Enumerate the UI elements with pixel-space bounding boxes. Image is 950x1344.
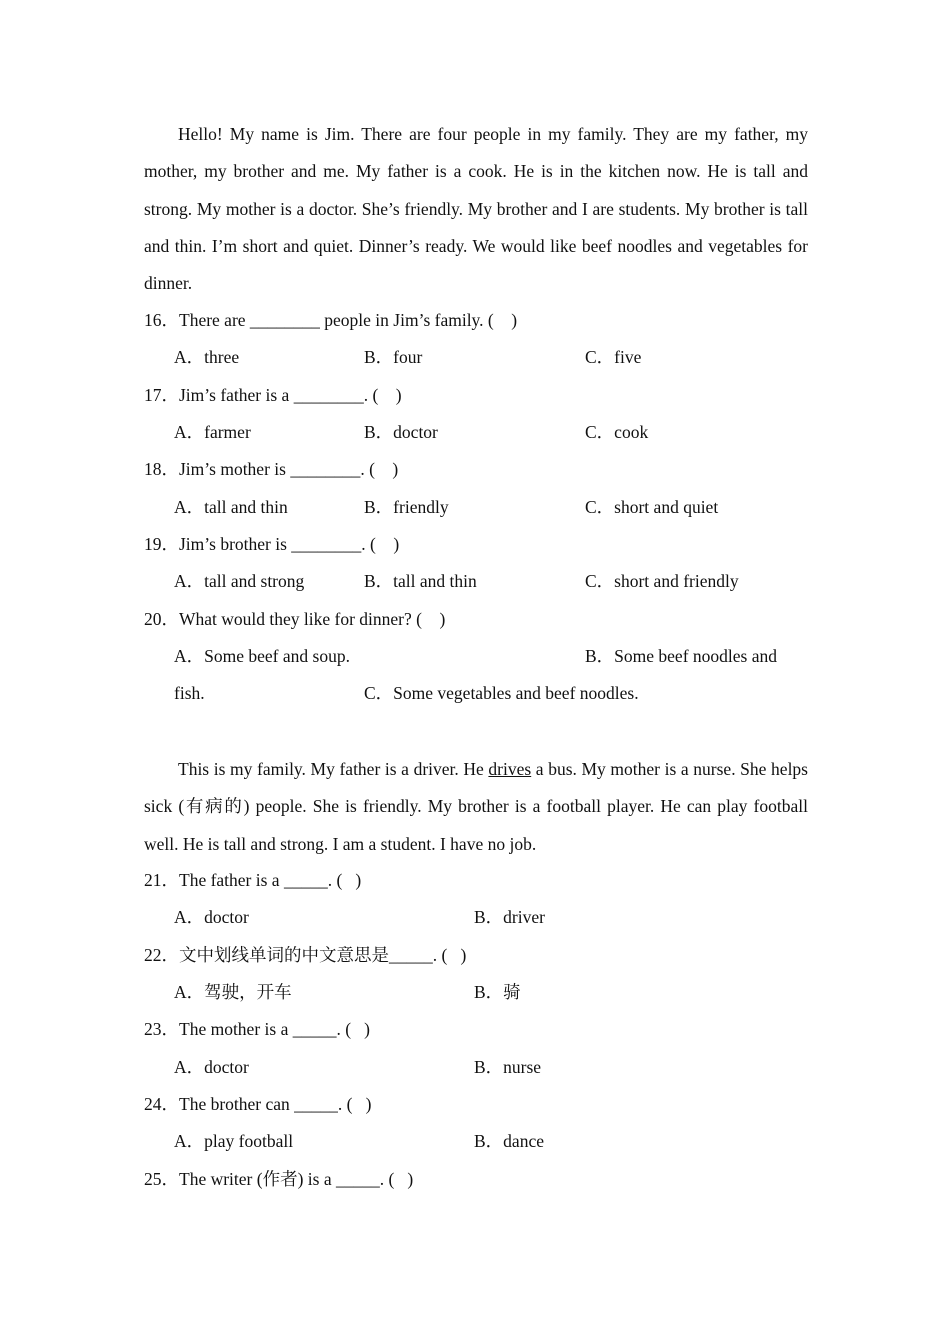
question-25: 25．The writer (作者) is a _____. ( ) xyxy=(144,1169,414,1189)
question-18: 18．Jim’s mother is ________. ( ) xyxy=(144,459,399,479)
q16-option-b: B．four xyxy=(364,347,423,367)
q23-option-b: B．nurse xyxy=(474,1057,542,1077)
question-16: 16．There are ________ people in Jim’s family. ( ) xyxy=(144,310,518,330)
q19-option-c: C．short and friendly xyxy=(585,571,739,591)
q19-option-a: A．tall and strong xyxy=(174,571,305,591)
q21-option-a: A．doctor xyxy=(174,907,249,927)
question-20: 20．What would they like for dinner? ( ) xyxy=(144,609,446,629)
q20-option-c: C．Some vegetables and beef noodles. xyxy=(364,683,639,703)
q20-option-b-continued: fish. xyxy=(174,683,205,703)
question-24: 24．The brother can _____. ( ) xyxy=(144,1094,372,1114)
passage-2-text-end: a bus. My mother is a nurse. She helps sick (有病的) people. She is friendly. My brother is a football player. He can play football well. He is tall and strong. I am a student. I have no job. xyxy=(144,759,808,854)
q21-option-b: B．driver xyxy=(474,907,545,927)
q24-option-b: B．dance xyxy=(474,1131,544,1151)
q23-option-a: A．doctor xyxy=(174,1057,249,1077)
question-19: 19．Jim’s brother is ________. ( ) xyxy=(144,534,400,554)
q20-option-a: A．Some beef and soup. xyxy=(174,646,350,666)
q24-option-a: A．play football xyxy=(174,1131,294,1151)
q17-option-b: B．doctor xyxy=(364,422,438,442)
q16-option-c: C．five xyxy=(585,347,642,367)
q16-option-a: A．three xyxy=(174,347,240,367)
underlined-word: drives xyxy=(488,759,532,779)
passage-2 xyxy=(144,751,808,863)
q19-option-b: B．tall and thin xyxy=(364,571,477,591)
q20-option-b: B．Some beef noodles and xyxy=(585,646,777,666)
q22-option-a: A．驾驶，开车 xyxy=(174,982,292,1002)
q18-option-c: C．short and quiet xyxy=(585,497,719,517)
q17-option-a: A．farmer xyxy=(174,422,251,442)
q18-option-a: A．tall and thin xyxy=(174,497,288,517)
question-17: 17．Jim’s father is a ________. ( ) xyxy=(144,385,402,405)
q18-option-b: B．friendly xyxy=(364,497,449,517)
question-21: 21．The father is a _____. ( ) xyxy=(144,870,362,890)
passage-2-text-start: This is my family. My father is a driver. He xyxy=(178,759,489,779)
passage-1: Hello! My name is Jim. There are four people in my family. They are my father, my mother, my brother and me. My father is a cook. He is in the kitchen now. He is tall and strong. My mother is a doctor. She’s friendly. My brother and I are students. My brother is tall and thin. I’m short and quiet. Dinner’s ready. We would like beef noodles and vegetables for dinner. xyxy=(144,124,808,294)
q17-option-c: C．cook xyxy=(585,422,649,442)
q22-option-b: B．骑 xyxy=(474,982,521,1002)
question-23: 23．The mother is a _____. ( ) xyxy=(144,1019,370,1039)
question-22: 22．文中划线单词的中文意思是_____. ( ) xyxy=(144,945,467,965)
